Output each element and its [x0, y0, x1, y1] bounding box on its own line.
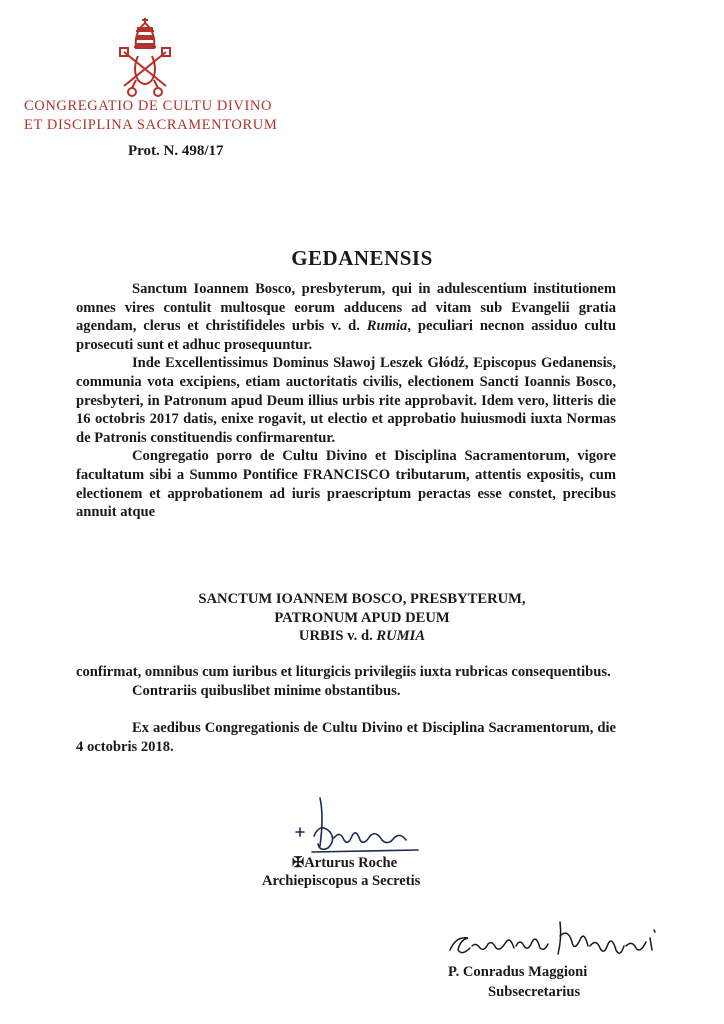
paragraph-1-text-b: , peculiari necnon assiduo cultu prosecuti sunt et adhuc prosequuntur.	[76, 318, 616, 353]
proclamation-line-3	[0, 627, 724, 646]
paragraph-1	[76, 280, 616, 354]
signatory-2-name: P. Conradus Maggioni	[448, 964, 588, 980]
congregation-name	[24, 97, 314, 135]
signature-maggioni	[440, 916, 680, 964]
paragraph-2: Inde Excellentissimus Dominus Sławoj Leszek Głódź, Episcopus Gedanensis, communia vota excipiens, etiam auctoritatis civilis, electionem Sancti Ioannis Bosco, presbyteri, in Patronum apud Deum illius urbis rite approbavit. Idem vero, litteris die 16 octobris 2017 datis, enixe rogavit, ut electio et approbatio huiusmodi iuxta Normas de Patronis constituendis confirmarentur.	[76, 355, 616, 446]
congregation-line-1: CONGREGATIO DE CULTU DIVINO	[24, 98, 273, 114]
signatory-1-name: ✠Arturus Roche	[292, 855, 398, 871]
proclamation-line-3-text: URBIS v. d.	[298, 628, 377, 645]
protocol-number: Prot. N. 498/17	[128, 143, 224, 159]
proclamation-city: RUMIA	[376, 628, 426, 645]
signature-roche	[290, 796, 430, 856]
city-name: Rumia	[366, 318, 408, 335]
paragraph-1-text-a: Sanctum Ioannem Bosco, presbyterum, qui in adulescentium institutionem omnes vires contulit multosque eorum adducens ad vitam sub Evangelii gratia agendam, clerus et christifideles urbis v. d.	[76, 281, 616, 335]
signatory-2-title: Subsecretarius	[488, 984, 581, 1000]
papal-tiara-keys-icon	[112, 14, 178, 100]
paragraph-5: Contrariis quibuslibet minime obstantibus.	[132, 682, 401, 699]
paragraph-3: Congregatio porro de Cultu Divino et Disciplina Sacramentorum, vigore facultatum sibi a Summo Pontifice FRANCISCO tributarum, attentis expositis, cum electionem et approbationem ad iuris praescriptum peractas esse constet, precibus annuit atque	[76, 448, 616, 521]
proclamation-line-1: SANCTUM IOANNEM BOSCO, PRESBYTERUM,	[198, 591, 526, 607]
congregation-line-2: ET DISCIPLINA SACRAMENTORUM	[24, 117, 278, 133]
paragraph-6: Ex aedibus Congregationis de Cultu Divino et Disciplina Sacramentorum, die 4 octobris 2018.	[76, 720, 616, 755]
decree-closing	[76, 663, 616, 756]
paragraph-4: confirmat, omnibus cum iuribus et liturgicis privilegiis iuxta rubricas consequentibus.	[76, 664, 611, 680]
document-title: GEDANENSIS	[291, 246, 433, 270]
proclamation-line-2: PATRONUM APUD DEUM	[274, 609, 450, 626]
decree-proclamation	[0, 590, 724, 646]
signatory-1-title: Archiepiscopus a Secretis	[262, 873, 421, 889]
decree-body	[76, 280, 616, 522]
